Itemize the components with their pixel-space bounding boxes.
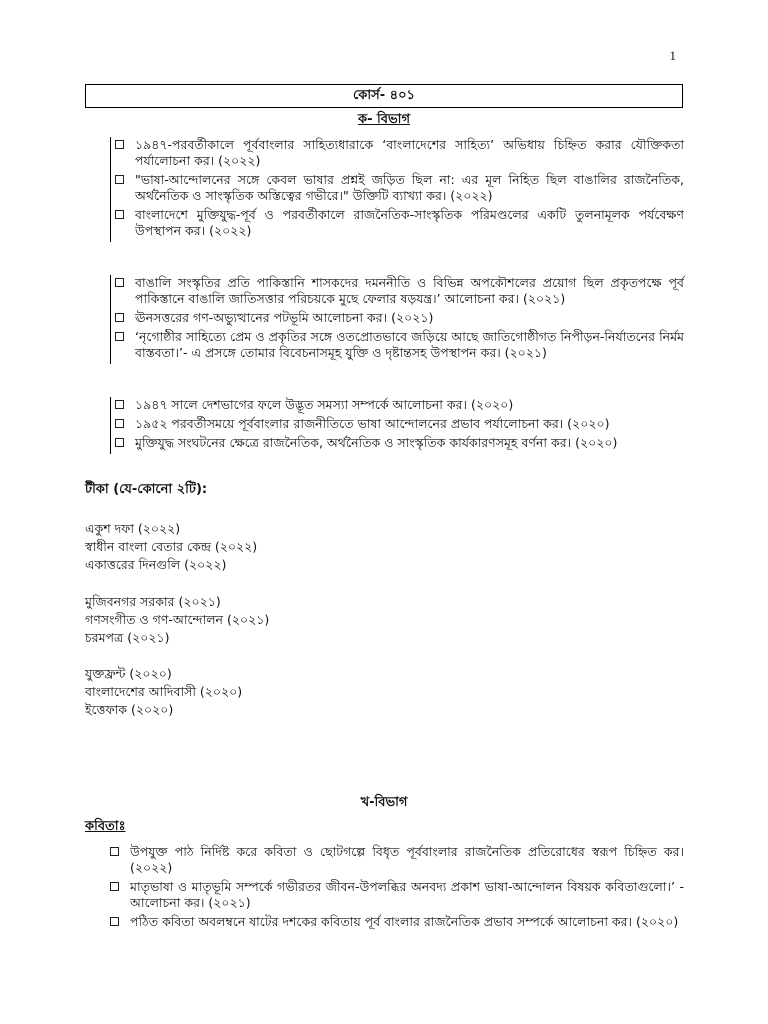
question-item [110,914,684,930]
poetry-heading: কবিতাঃ [85,819,126,834]
question-text: বাঙালি সংস্কৃতির প্রতি পাকিস্তানি শাসকদের দমননীতি ও বিভিন্ন অপকৌশলের প্রয়োগ ছিল প্রকৃতপক্ষে পূর্ব পাকিস্তানে বাঙালি জাতিসত্তার পরিচয়কে মুছে ফেলার ষড়যন্ত্র।’ আলোচনা কর। (২০২১) [135,275,684,306]
section-a-heading: ক- বিভাগ [358,112,410,127]
tika-item: স্বাধীন বাংলা বেতার কেন্দ্র (২০২২) [85,539,258,554]
checkbox-icon [115,400,124,409]
tika-item: বাংলাদেশের আদিবাসী (২০২০) [85,684,243,699]
section-b-heading: খ-বিভাগ [360,795,408,810]
checkbox-icon [115,419,124,428]
question-item [115,435,684,451]
tika-item: গণসংগীত ও গণ-আন্দোলন (২০২১) [85,612,270,627]
checkbox-icon [115,278,124,287]
checkbox-icon [110,847,119,856]
tika-item: একাত্তরের দিনগুলি (২০২২) [85,557,227,572]
checkbox-icon [115,210,124,219]
page-number: 1 [669,48,676,63]
poetry-question-group [110,844,684,933]
question-item [115,172,684,204]
tika-list-2022 [85,520,257,574]
tika-item: চরমপত্র (২০২১) [85,630,170,645]
question-item [110,879,684,911]
tika-item: যুক্তফ্রন্ট (২০২০) [85,666,172,681]
question-item [115,207,684,239]
question-text: ১৯৪৭-পরবর্তীকালে পূর্ববাংলার সাহিত্যধারাকে ‘বাংলাদেশের সাহিত্য’ অভিধায় চিহ্নিত করার যৌক্তিকতা পর্যালোচনা কর। (২০২২) [135,137,684,168]
question-group-2020 [110,397,684,454]
checkbox-icon [110,917,119,926]
question-text: পঠিত কবিতা অবলম্বনে ষাটের দশকের কবিতায় পূর্ব বাংলার রাজনৈতিক প্রভাব সম্পর্কে আলোচনা কর। (২০২০) [130,914,679,929]
question-text: "ভাষা-আন্দোলনের সঙ্গে কেবল ভাষার প্রশ্নই জড়িত ছিল না: এর মূল নিহিত ছিল বাঙালির রাজনৈতিক, অর্থনৈতিক ও সাংস্কৃতিক অস্তিত্বের গভীরে।" উক্তিটি ব্যাখ্যা কর। (২০২২) [135,172,684,203]
checkbox-icon [115,438,124,447]
checkbox-icon [115,175,124,184]
checkbox-icon [110,882,119,891]
question-text: মাতৃভাষা ও মাতৃভূমি সম্পর্কে গভীরতর জীবন-উপলব্ধির অনবদ্য প্রকাশ ভাষা-আন্দোলন বিষয়ক কবিতাগুলো।’ - আলোচনা কর। (২০২১) [130,879,684,910]
tika-list-2021 [85,593,269,647]
question-group-2022 [110,137,684,242]
question-text: মুক্তিযুদ্ধ সংঘটনের ক্ষেত্রে রাজনৈতিক, অর্থনৈতিক ও সাংস্কৃতিক কার্যকারণসমূহ বর্ণনা কর। (২০২০) [135,435,618,450]
question-text: বাংলাদেশে মুক্তিযুদ্ধ-পূর্ব ও পরবর্তীকালে রাজনৈতিক-সাংস্কৃতিক পরিমণ্ডলের একটি তুলনামূলক পর্যবেক্ষণ উপস্থাপন কর। (২০২২) [135,207,684,238]
question-text: ‘নৃগোষ্ঠীর সাহিত্যে প্রেম ও প্রকৃতির সঙ্গে ওতপ্রোতভাবে জড়িয়ে আছে জাতিগোষ্ঠীগত নিপীড়ন-নির্যাতনের নির্মম বাস্তবতা।’- এ প্রসঙ্গে তোমার বিবেচনাসমূহ যুক্তি ও দৃষ্টান্তসহ উপস্থাপন কর। (২০২১) [135,329,684,360]
question-item [115,397,684,413]
question-item [115,137,684,169]
question-text: ১৯৫২ পরবর্তীসময়ে পূর্ববাংলার রাজনীতিতে ভাষা আন্দোলনের প্রভাব পর্যালোচনা কর। (২০২০) [135,416,610,431]
tika-item: একুশ দফা (২০২২) [85,521,181,536]
question-item [110,844,684,876]
tika-heading: টীকা (যে-কোনো ২টি): [85,482,208,497]
question-item [115,416,684,432]
checkbox-icon [115,332,124,341]
question-item [115,310,684,326]
tika-item: মুজিবনগর সরকার (২০২১) [85,594,221,609]
question-item [115,329,684,361]
checkbox-icon [115,313,124,322]
question-text: ১৯৪৭ সালে দেশভাগের ফলে উদ্ভূত সমস্যা সম্পর্কে আলোচনা কর। (২০২০) [135,397,514,412]
course-title: কোর্স- ৪০১ [85,84,683,108]
tika-item: ইত্তেফাক (২০২০) [85,702,174,717]
tika-list-2020 [85,665,242,719]
question-group-2021 [110,275,684,364]
question-text: উপযুক্ত পাঠ নির্দিষ্ট করে কবিতা ও ছোটগল্পে বিধৃত পূর্ববাংলার রাজনৈতিক প্রতিরোধের স্বরূপ চিহ্নিত কর। (২০২২) [130,844,684,875]
question-item [115,275,684,307]
question-text: ঊনসত্তরের গণ-অভ্যুত্থানের পটভূমি আলোচনা কর। (২০২১) [135,310,434,325]
checkbox-icon [115,140,124,149]
